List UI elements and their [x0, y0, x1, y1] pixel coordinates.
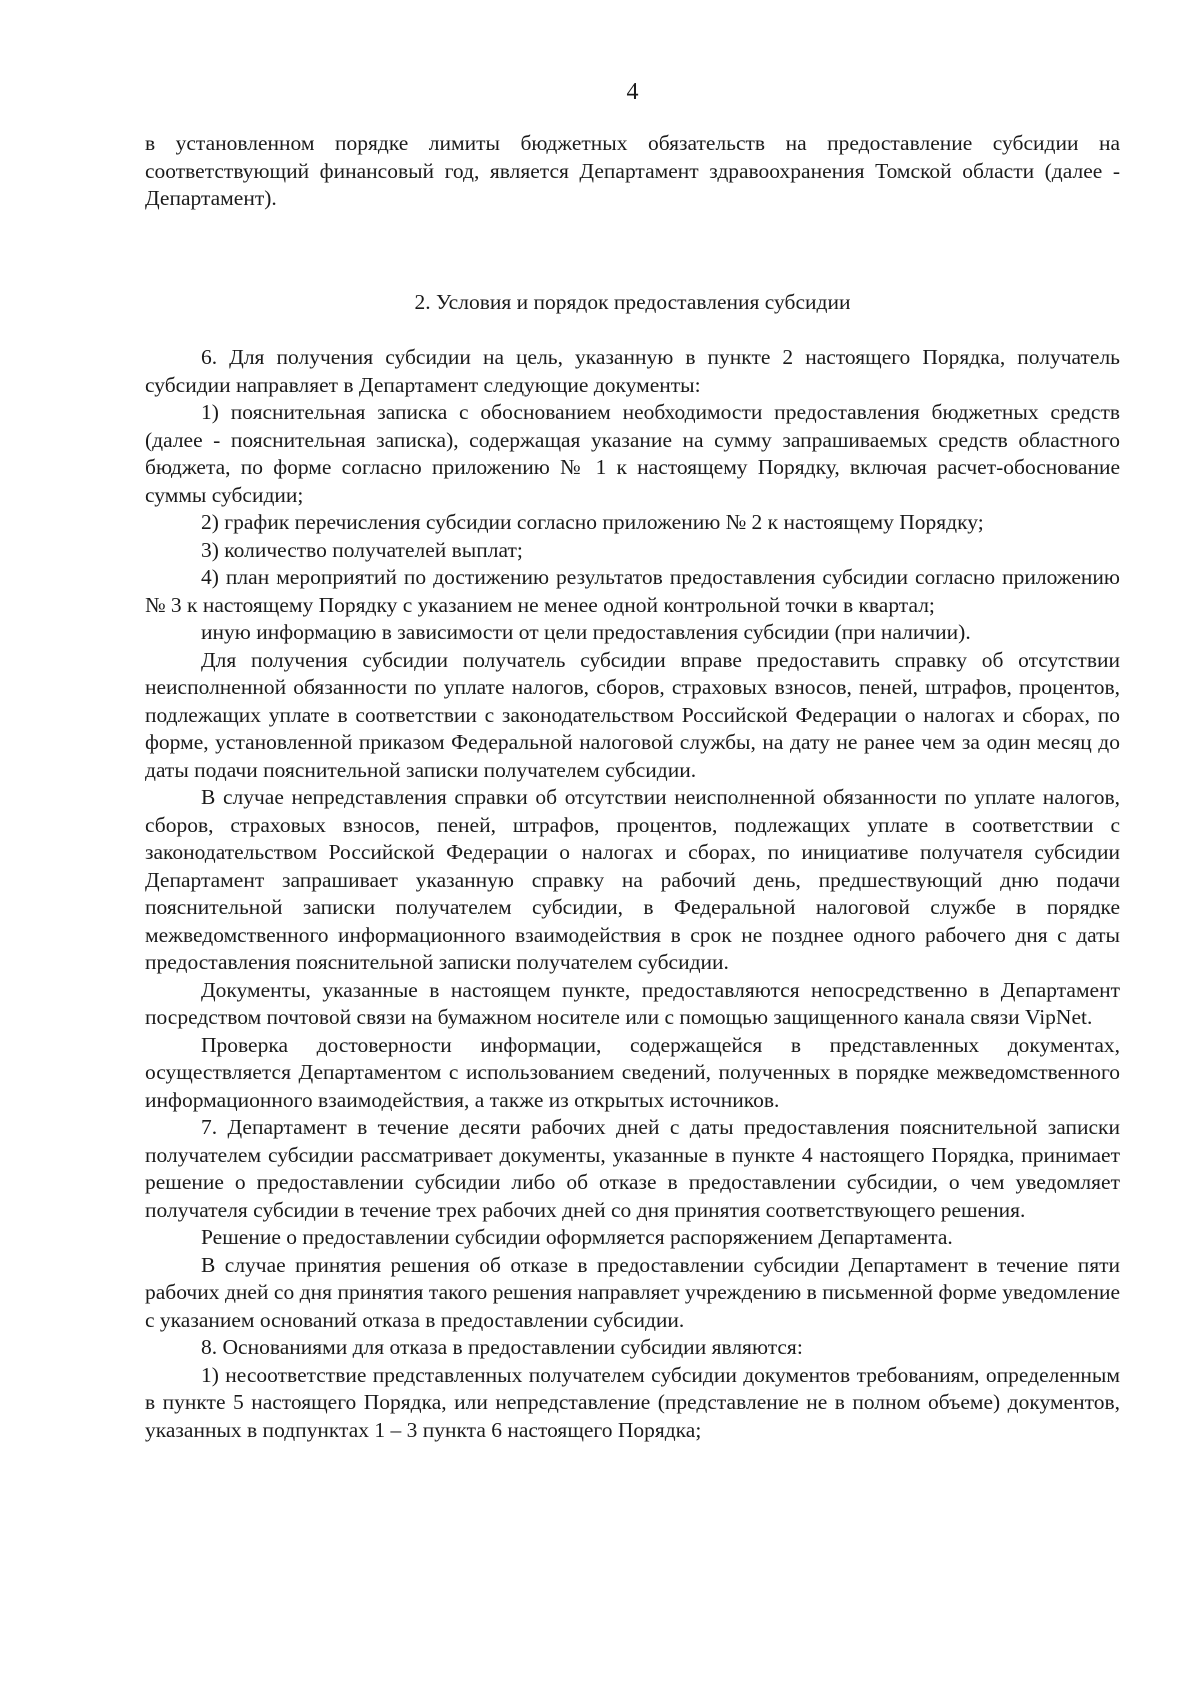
paragraph-6: 6. Для получения субсидии на цель, указанную в пункте 2 настоящего Порядка, получатель субсидии направляет в Департамент следующие документы:	[145, 345, 1120, 397]
intro-paragraph: в установленном порядке лимиты бюджетных обязательств на предоставление субсидии на соответствующий финансовый год, является Департамент здравоохранения Томской области (далее - Департамент).	[145, 131, 1120, 210]
paragraph-tax-certificate-request: В случае непредставления справки об отсутствии неисполненной обязанности по уплате налогов, сборов, страховых взносов, пеней, штрафов, процентов, подлежащих уплате в соответствии с законодательством Российской Федерации о налогах и сборах, по инициативе получателя субсидии Департамент запрашивает указанную справку на рабочий день, предшествующий дню подачи пояснительной записки получателем субсидии, в Федеральной налоговой службе в порядке межведомственного информационного взаимодействия в срок не позднее одного рабочего дня с даты предоставления пояснительной записки получателем субсидии.	[145, 785, 1120, 974]
paragraph-8-item-1: 1) несоответствие представленных получателем субсидии документов требованиям, определенным в пункте 5 настоящего Порядка, или непредставление (представление не в полном объеме) документов, указанных в подпунктах 1 – 3 пункта 6 настоящего Порядка;	[145, 1362, 1120, 1442]
paragraph-6-item-3: 3) количество получателей выплат;	[201, 537, 523, 562]
paragraph-verification: Проверка достоверности информации, содержащейся в представленных документах, осуществляется Департаментом с использованием сведений, полученных в порядке межведомственного информационного взаимодействия, а также из открытых источников.	[145, 1032, 1120, 1112]
paragraph-6-item-4: 4) план мероприятий по достижению результатов предоставления субсидии согласно приложению № 3 к настоящему Порядку с указанием не менее одной контрольной точки в квартал;	[145, 565, 1120, 617]
paragraph-6-item-2: 2) график перечисления субсидии согласно приложению № 2 к настоящему Порядку;	[201, 510, 984, 534]
paragraph-6-item-1: 1) пояснительная записка с обоснованием необходимости предоставления бюджетных средств (далее - пояснительная записка), содержащая указание на сумму запрашиваемых средств областного бюджета, по форме согласно приложению № 1 к настоящему Порядку, включая расчет-обоснование суммы субсидии;	[145, 400, 1120, 507]
paragraph-submission-method: Документы, указанные в настоящем пункте, предоставляются непосредственно в Департамент посредством почтовой связи на бумажном носителе или с помощью защищенного канала связи VipNet.	[145, 977, 1120, 1029]
page-number: 4	[626, 79, 639, 105]
paragraph-6-other-info: иную информацию в зависимости от цели предоставления субсидии (при наличии).	[201, 620, 971, 644]
section-title: 2. Условия и порядок предоставления субсидии	[414, 289, 851, 314]
paragraph-8: 8. Основаниями для отказа в предоставлении субсидии являются:	[201, 1335, 803, 1359]
paragraph-tax-certificate: Для получения субсидии получатель субсидии вправе предоставить справку об отсутствии неисполненной обязанности по уплате налогов, сборов, страховых взносов, пеней, штрафов, процентов, подлежащих уплате в соответствии с законодательством Российской Федерации о налогах и сборах, по форме, установленной приказом Федеральной налоговой службы, на дату не ранее чем за один месяц до даты подачи пояснительной записки получателем субсидии.	[145, 647, 1120, 782]
paragraph-7-refusal: В случае принятия решения об отказе в предоставлении субсидии Департамент в течение пяти рабочих дней со дня принятия такого решения направляет учреждению в письменной форме уведомление с указанием оснований отказа в предоставлении субсидии.	[145, 1252, 1120, 1332]
document-body	[145, 130, 1120, 1444]
paragraph-7: 7. Департамент в течение десяти рабочих дней с даты предоставления пояснительной записки получателем субсидии рассматривает документы, указанные в пункте 4 настоящего Порядка, принимает решение о предоставлении субсидии либо об отказе в предоставлении субсидии, о чем уведомляет получателя субсидии в течение трех рабочих дней со дня принятия соответствующего решения.	[145, 1115, 1120, 1222]
paragraph-7-decision: Решение о предоставлении субсидии оформляется распоряжением Департамента.	[201, 1225, 953, 1249]
